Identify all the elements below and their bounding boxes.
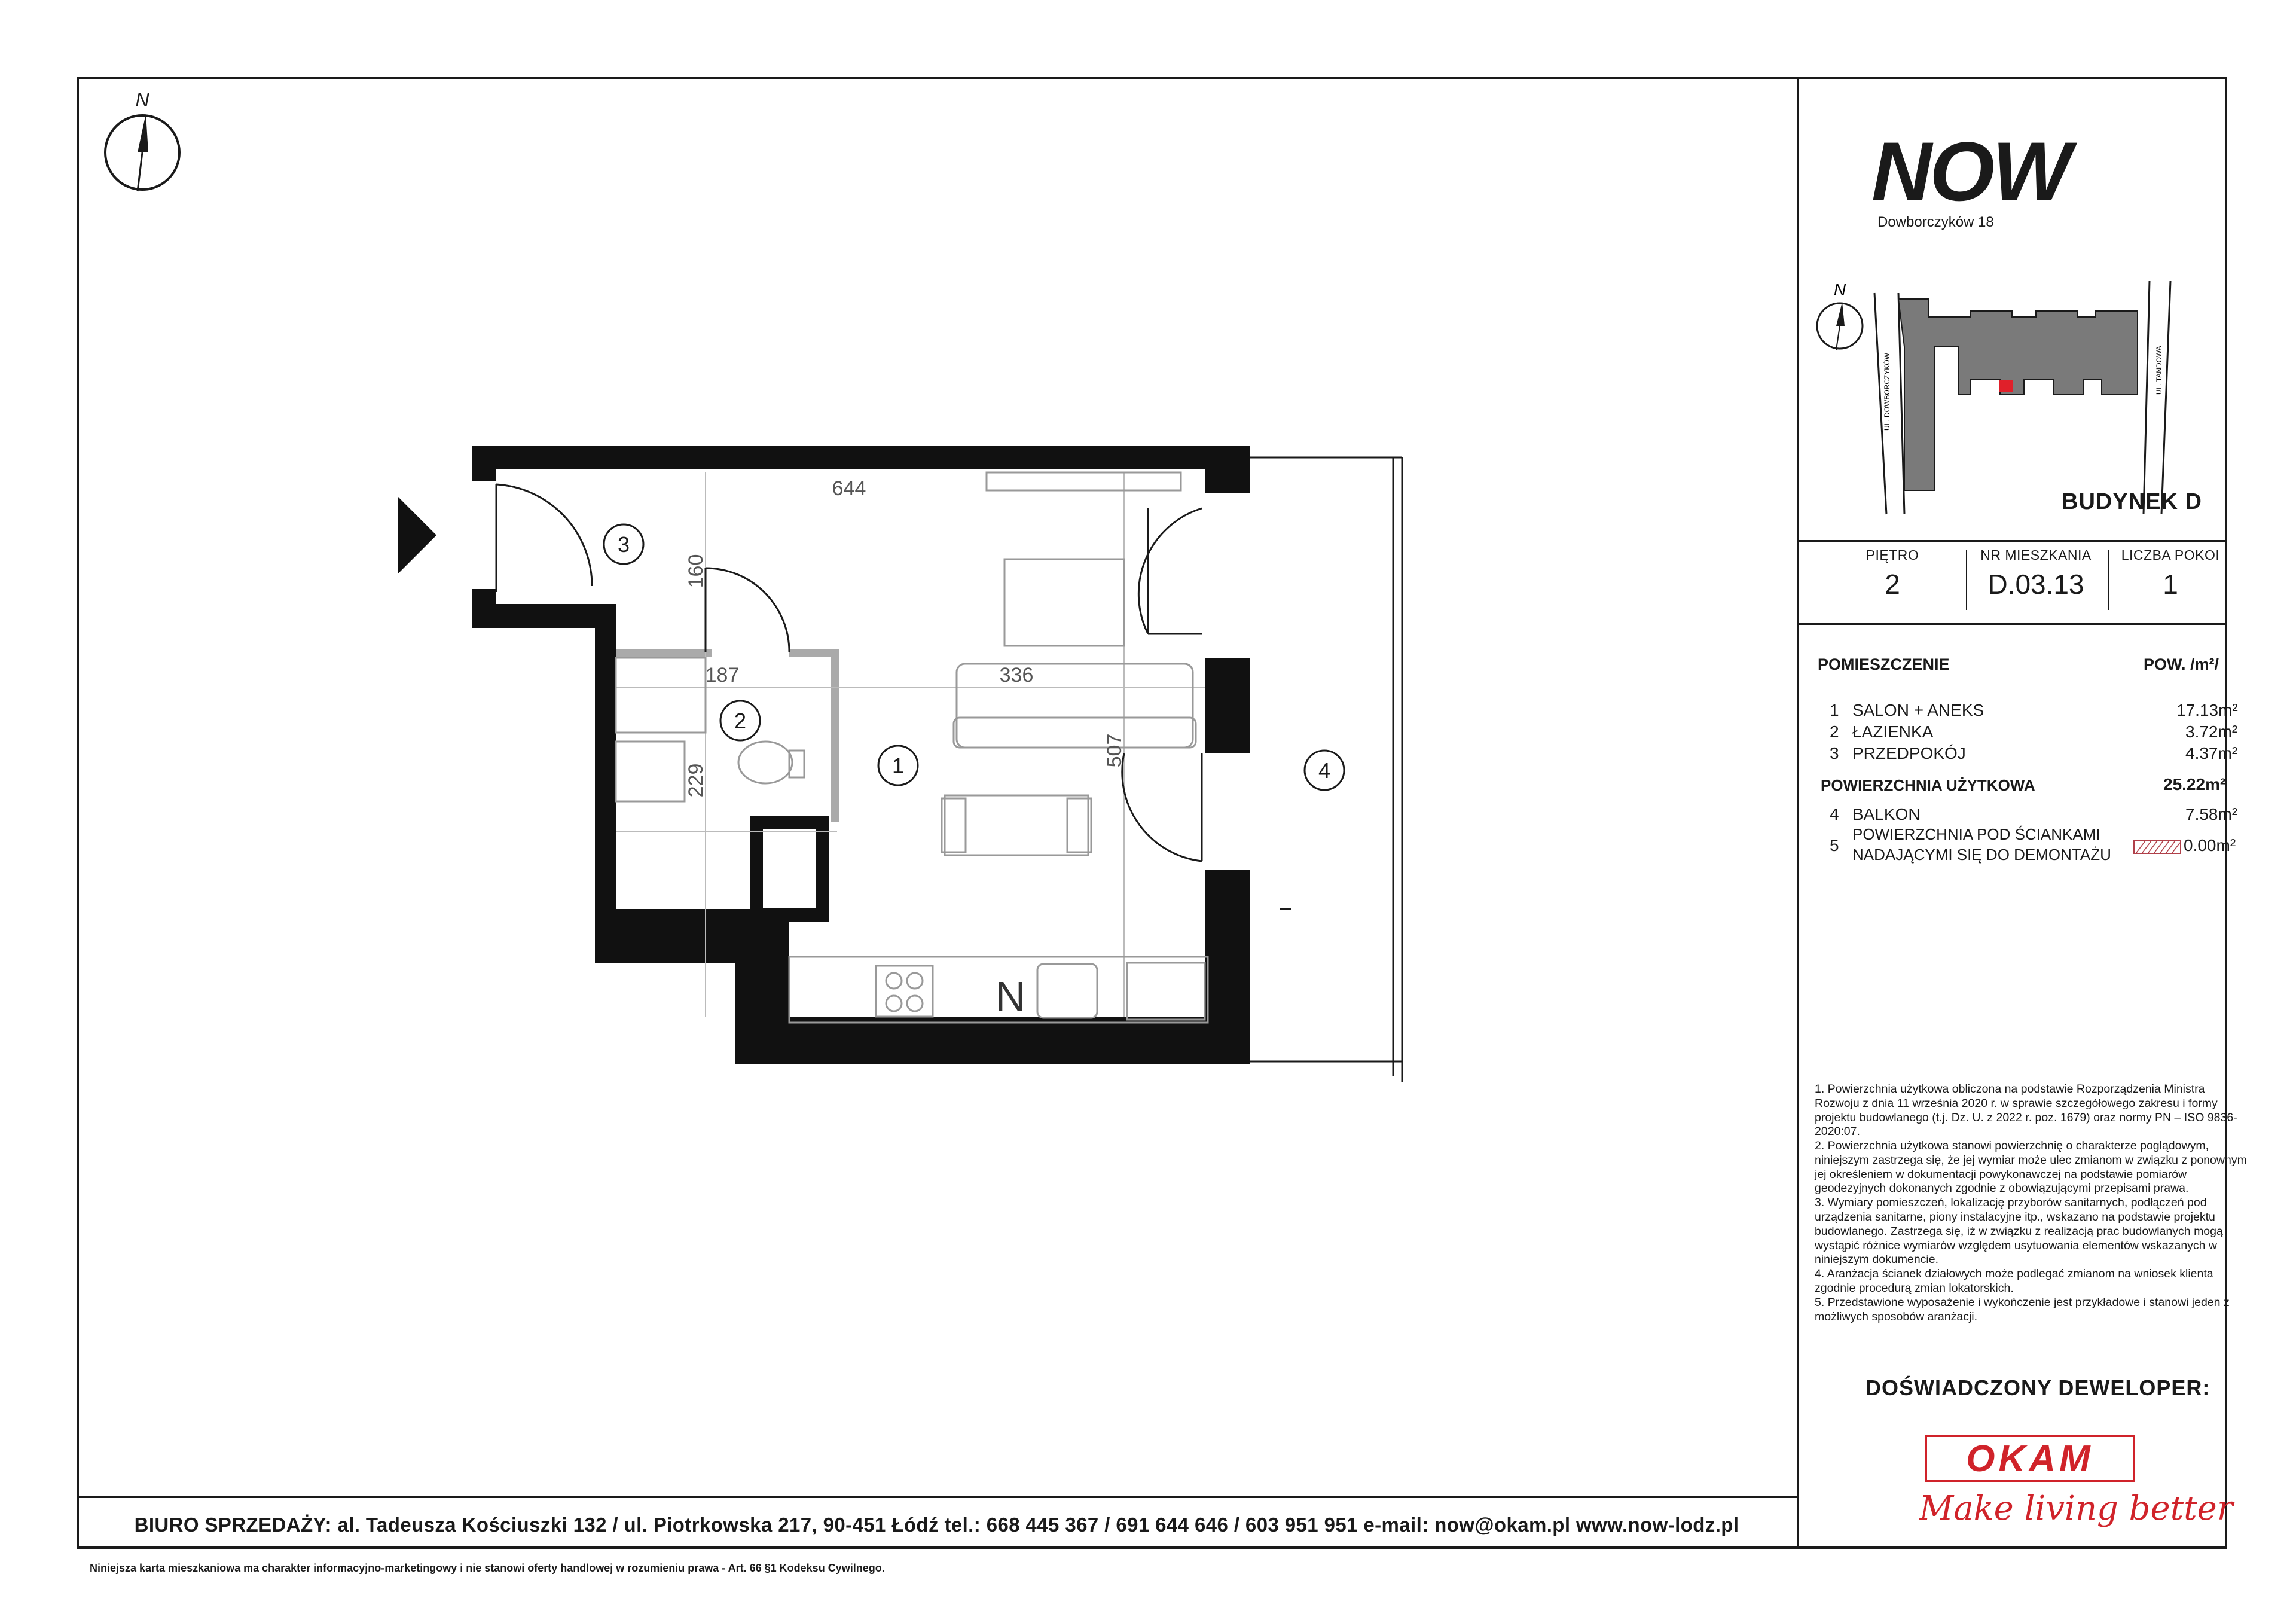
wardrobe [987, 472, 1181, 490]
room-name: BALKON [1852, 805, 1921, 823]
footer-divider [77, 1496, 1798, 1498]
dimension-label: 160 [685, 554, 707, 588]
rooms-count-value: 1 [2163, 569, 2178, 600]
toilet [738, 742, 792, 783]
room-area: 4.37m² [2185, 744, 2238, 762]
room-marker [878, 746, 918, 785]
room-marker [1305, 751, 1344, 790]
rooms-count-info [2111, 547, 2230, 600]
notes [1815, 1082, 2251, 1324]
street-label-left: UL. DOWBORCZYKÓW [1883, 352, 1891, 431]
room-name: POWIERZCHNIA POD ŚCIANKAMI [1852, 825, 2100, 843]
svg-text:2: 2 [734, 709, 747, 733]
info-separator [2108, 550, 2109, 610]
rooms-count-label: LICZBA POKOI [2121, 547, 2220, 563]
okam-logo: OKAM [1966, 1438, 2094, 1479]
usable-area-label: POWIERZCHNIA UŻYTKOWA [1821, 776, 2035, 794]
floor-info [1824, 547, 1961, 600]
room-no: 3 [1830, 744, 1839, 762]
note: 3. Wymiary pomieszczeń, lokalizację przyborów sanitarnych, podłączeń pod urządzenia sanitarne, piony instalacyjne itp., wskazano na podstawie projektu budowlanego. Zastrzega się, iż w związku z realizacją prac budowlanych mogą wystąpić różnice wymiarów względem usytuowania elementów wskazanych w niniejszym dokumencie. [1815, 1196, 2223, 1267]
kitchen-label: N [995, 973, 1026, 1020]
room-marker [720, 701, 760, 740]
sales-office-info: BIURO SPRZEDAŻY: al. Tadeusza Kościuszki 132 / ul. Piotrkowska 217, 90-451 Łódź tel.: 668 445 367 / 691 644 646 / 603 951 951 e-mail: now@okam.pl www.now-lodz.pl [134, 1514, 1739, 1536]
room-no: 4 [1830, 805, 1839, 823]
room-area: 17.13m² [2176, 701, 2238, 719]
developer-title: DOŚWIADCZONY DEWELOPER: [1866, 1375, 2210, 1400]
note: 5. Przedstawione wyposażenie i wykończenie jest przykładowe i stanowi jeden z możliwych sposobów aranżacji. [1815, 1295, 2230, 1323]
room-area: 3.72m² [2185, 722, 2238, 741]
washer [616, 658, 706, 733]
area-header: POW. /m²/ [2144, 655, 2219, 673]
walls [472, 446, 1250, 1064]
building-label: BUDYNEK D [2062, 489, 2202, 514]
site-plan [1809, 275, 2227, 526]
room-no: 5 [1830, 836, 1839, 855]
svg-text:1: 1 [891, 753, 905, 778]
apartment-info [1973, 547, 2099, 600]
rooms-header: POMIESZCZENIE [1818, 655, 1950, 673]
tv-cabinet [1004, 559, 1124, 646]
apartment-location-marker [1999, 380, 2013, 392]
floor-value: 2 [1885, 569, 1900, 600]
svg-text:3: 3 [617, 532, 630, 557]
svg-text:4: 4 [1318, 758, 1331, 783]
entrance-door [496, 484, 592, 592]
now-logo [1871, 138, 2182, 209]
developer-tagline: Make living better [1919, 1489, 2233, 1528]
project-address: Dowborczyków 18 [1877, 214, 1994, 230]
building-footprint [1898, 299, 2138, 490]
sidebar-divider [1797, 77, 1799, 1549]
dimension-label: 644 [832, 477, 866, 500]
floor-label: PIĘTRO [1866, 547, 1919, 563]
apartment-label: NR MIESZKANIA [1980, 547, 2092, 563]
apartment-value: D.03.13 [1987, 569, 2084, 600]
room-area: 0.00m² [2184, 836, 2236, 855]
info-top-separator [1798, 540, 2227, 542]
room-name: PRZEDPOKÓJ [1852, 744, 1966, 762]
room-marker [604, 524, 643, 564]
svg-text:NOW: NOW [1871, 138, 2069, 209]
room-name: ŁAZIENKA [1852, 722, 1934, 741]
sink [1037, 964, 1097, 1018]
washbasin [616, 742, 685, 801]
usable-area-value: 25.22m² [2163, 775, 2226, 794]
note: 2. Powierzchnia użytkowa stanowi powierzchnię o charakterze poglądowym, niniejszym zastrzega się, że jej wymiar może ulec zmianom w związku z ponownym jej określeniem w dokumentacji powykonawczej na podstawie pomiarów geodezyjnych dokonanych zgodnie z obowiązującymi przepisami prawa. [1815, 1139, 2247, 1195]
note: 1. Powierzchnia użytkowa obliczona na podstawie Rozporządzenia Ministra Rozwoju z dnia 11 września 2020 r. w sprawie szczegółowego zakresu i formy projektu budowlanego (t.j. Dz. U. z 2022 r. poz. 1679) oraz normy PN – ISO 9836-2020:07. [1815, 1082, 2237, 1139]
floor-plan [359, 419, 1465, 1124]
sofa [957, 664, 1193, 748]
info-separator [1966, 550, 1967, 610]
compass-icon [96, 90, 185, 197]
bathroom-door [706, 568, 789, 652]
room-area: 7.58m² [2185, 805, 2238, 823]
dimension-label: 229 [685, 763, 707, 798]
compass-north-label: N [135, 90, 149, 111]
info-bottom-separator [1798, 623, 2227, 625]
hatch-swatch-icon [2133, 840, 2181, 854]
stove [876, 966, 933, 1017]
disclaimer: Niniejsza karta mieszkaniowa ma charakter informacyjno-marketingowy i nie stanowi oferty handlowej w rozumieniu prawa - Art. 66 §1 Kodeksu Cywilnego. [90, 1562, 885, 1574]
dimension-label: 507 [1103, 733, 1126, 768]
balcony-doors [1122, 508, 1202, 861]
room-no: 2 [1830, 722, 1839, 741]
fridge [1127, 963, 1205, 1020]
street-label-right: UL. TANDOWA [2155, 346, 2163, 395]
room-no: 1 [1830, 701, 1839, 719]
room-name: NADAJĄCYMI SIĘ DO DEMONTAŻU [1852, 846, 2111, 864]
dimension-label: 336 [999, 664, 1034, 687]
entrance-arrow-icon [398, 496, 436, 574]
site-north-label: N [1833, 280, 1846, 299]
dimension-label: 187 [705, 664, 740, 687]
note: 4. Aranżacja ścianek działowych może podlegać zmianom na wniosek klienta zgodnie procedurą zmian lokatorskich. [1815, 1267, 2213, 1295]
room-name: SALON + ANEKS [1852, 701, 1984, 719]
